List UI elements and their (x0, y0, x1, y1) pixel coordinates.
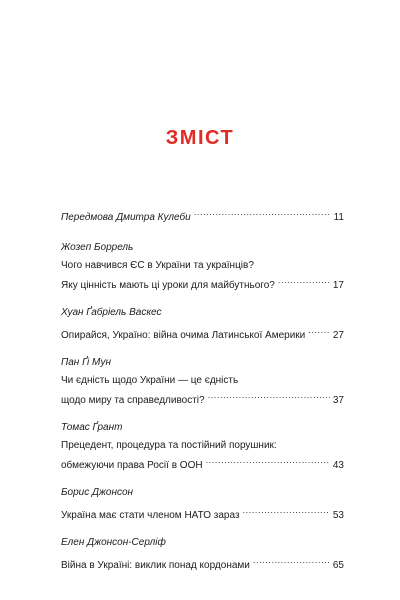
toc-entry-title-line: Прецедент, процедура та постійний порушник: (61, 440, 277, 451)
toc-entry-author: Жозеп Боррель (61, 242, 134, 253)
toc-leader-line (61, 273, 344, 291)
toc-leader-line (61, 453, 344, 471)
toc-entry-title: щодо миру та справедливості? (61, 395, 205, 406)
toc-entry-ban-ki-moon[interactable] (61, 355, 344, 406)
page-number: 65 (332, 560, 344, 571)
dot-leader (194, 205, 331, 220)
toc-entry-author: Борис Джонсон (61, 487, 134, 498)
page-number: 17 (332, 280, 344, 291)
dot-leader (208, 388, 330, 403)
dot-leader (308, 323, 330, 338)
toc-entry-author: Елен Джонсон-Серліф (61, 537, 166, 548)
toc-entry-title: Опирайся, Україно: війна очима Латинської Америки (61, 330, 306, 341)
page-number: 53 (332, 510, 344, 521)
dot-leader (206, 453, 330, 468)
toc-entry-title: Війна в Україні: виклик понад кордонами (61, 560, 250, 571)
toc-leader-line (61, 388, 344, 406)
dot-leader (253, 553, 330, 568)
table-of-contents (61, 205, 344, 585)
dot-leader (278, 273, 330, 288)
toc-entry-title: обмежуючи права Росії в ООН (61, 460, 203, 471)
toc-entry-vasquez[interactable] (61, 305, 344, 341)
dot-leader (243, 503, 330, 518)
toc-entry-title-line: Чого навчився ЄС в України та українців? (61, 260, 254, 271)
toc-entry-title-line: Чи єдність щодо України — це єдність (61, 375, 239, 386)
page-number: 43 (332, 460, 344, 471)
toc-leader-line (61, 205, 344, 223)
page-number: 11 (333, 212, 344, 223)
toc-entry-title: Яку цінність мають ці уроки для майбутнього? (61, 280, 275, 291)
toc-entry-author: Хуан Ґабріель Васкес (61, 307, 162, 318)
page-number: 27 (332, 330, 344, 341)
toc-leader-line (61, 323, 344, 341)
toc-entry-title: Передмова Дмитра Кулеби (61, 212, 191, 223)
page-title: ЗМІСТ (165, 127, 235, 149)
toc-entry-foreword[interactable] (61, 205, 344, 223)
toc-leader-line (61, 553, 344, 571)
toc-entry-author: Пан Ґі Мун (61, 357, 111, 368)
toc-entry-title: Україна має стати членом НАТО зараз (61, 510, 240, 521)
toc-entry-borrell[interactable] (61, 240, 344, 291)
toc-leader-line (61, 503, 344, 521)
toc-entry-author: Томас Ґрант (61, 422, 123, 433)
toc-entry-johnson[interactable] (61, 485, 344, 521)
toc-entry-johnson-sirleaf[interactable] (61, 535, 344, 571)
page-number: 37 (332, 395, 344, 406)
toc-entry-grant[interactable] (61, 420, 344, 471)
